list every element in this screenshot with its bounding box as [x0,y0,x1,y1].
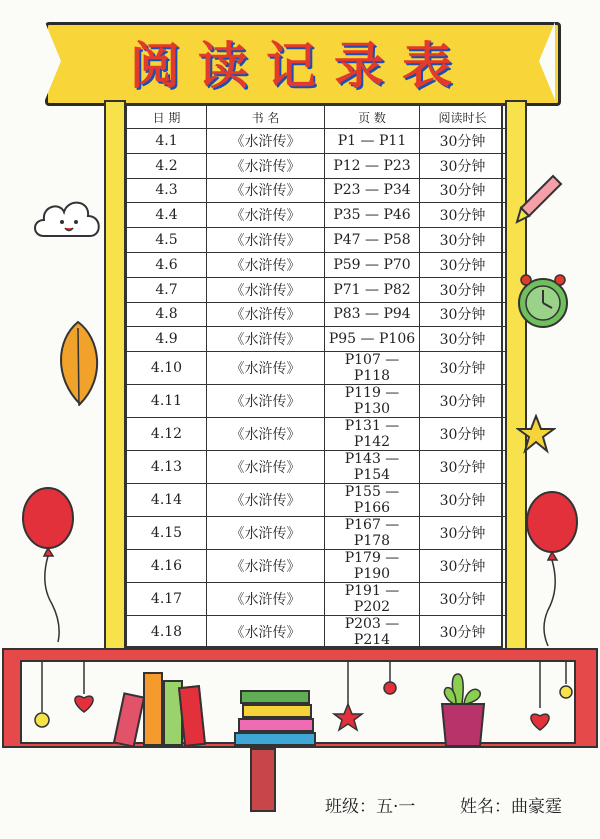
table-row [127,302,506,327]
star-icon [516,414,556,454]
table-row [127,550,506,583]
header-duration: 阅读时长 [420,106,506,129]
cell-book: 《水浒传》 [207,550,325,583]
table-row [127,418,506,451]
cell-pages: P167 — P178 [325,517,420,550]
table-row [127,252,506,277]
book-icon [234,732,316,746]
table-row [127,178,506,203]
cell-date: 4.8 [127,302,207,327]
book-icon [242,704,312,718]
table-header-row [127,106,506,129]
cell-duration: 30分钟 [420,327,506,352]
cell-book: 《水浒传》 [207,583,325,616]
cell-book: 《水浒传》 [207,302,325,327]
balloon-icon [522,488,582,648]
cell-date: 4.10 [127,352,207,385]
cell-date: 4.12 [127,418,207,451]
cell-pages: P12 — P23 [325,153,420,178]
leaf-icon [48,318,108,410]
cell-pages: P131 — P142 [325,418,420,451]
cell-book: 《水浒传》 [207,418,325,451]
cell-book: 《水浒传》 [207,385,325,418]
cell-duration: 30分钟 [420,583,506,616]
cell-book: 《水浒传》 [207,517,325,550]
clock-icon [514,272,572,330]
cell-book: 《水浒传》 [207,277,325,302]
cell-duration: 30分钟 [420,153,506,178]
table-row [127,385,506,418]
book-icon [238,718,314,732]
cell-date: 4.6 [127,252,207,277]
table-row [127,203,506,228]
table-row [127,228,506,253]
table-row [127,153,506,178]
cell-date: 4.17 [127,583,207,616]
cell-pages: P143 — P154 [325,451,420,484]
cell-book: 《水浒传》 [207,228,325,253]
cell-duration: 30分钟 [420,178,506,203]
cell-duration: 30分钟 [420,302,506,327]
header-pages: 页 数 [325,106,420,129]
cell-date: 4.13 [127,451,207,484]
cell-pages: P155 — P166 [325,484,420,517]
cell-book: 《水浒传》 [207,153,325,178]
cell-pages: P95 — P106 [325,327,420,352]
cell-pages: P71 — P82 [325,277,420,302]
cell-pages: P35 — P46 [325,203,420,228]
cell-date: 4.16 [127,550,207,583]
cell-duration: 30分钟 [420,228,506,253]
plant-icon [436,664,490,748]
cell-duration: 30分钟 [420,550,506,583]
cell-date: 4.15 [127,517,207,550]
cell-pages: P203 — P214 [325,616,420,649]
class-label: 班级：五·一 [325,797,416,817]
cell-pages: P191 — P202 [325,583,420,616]
cell-date: 4.4 [127,203,207,228]
cell-duration: 30分钟 [420,517,506,550]
cell-date: 4.14 [127,484,207,517]
cell-book: 《水浒传》 [207,129,325,154]
cell-pages: P119 — P130 [325,385,420,418]
cell-book: 《水浒传》 [207,203,325,228]
table-row [127,277,506,302]
cell-duration: 30分钟 [420,616,506,649]
cell-duration: 30分钟 [420,484,506,517]
cell-book: 《水浒传》 [207,352,325,385]
header-book: 书 名 [207,106,325,129]
cell-duration: 30分钟 [420,203,506,228]
book-icon [143,672,163,746]
table-row [127,451,506,484]
reading-record-table [124,103,503,648]
cell-pages: P83 — P94 [325,302,420,327]
cell-date: 4.18 [127,616,207,649]
cell-date: 4.1 [127,129,207,154]
balloon-icon [20,484,80,644]
cloud-icon [30,190,106,248]
table-row [127,583,506,616]
cell-pages: P179 — P190 [325,550,420,583]
table-row [127,352,506,385]
cell-pages: P47 — P58 [325,228,420,253]
table-row [127,484,506,517]
name-label: 姓名：曲豪霆 [460,797,562,817]
cell-pages: P59 — P70 [325,252,420,277]
shelf-post [250,748,276,812]
table-row [127,129,506,154]
cell-pages: P107 — P118 [325,352,420,385]
cell-duration: 30分钟 [420,277,506,302]
page-title: 阅读记录表 [130,36,470,95]
cell-date: 4.5 [127,228,207,253]
cell-pages: P1 — P11 [325,129,420,154]
table-row [127,616,506,649]
cell-book: 《水浒传》 [207,252,325,277]
cell-duration: 30分钟 [420,352,506,385]
cell-duration: 30分钟 [420,129,506,154]
cell-date: 4.2 [127,153,207,178]
table-row [127,517,506,550]
cell-duration: 30分钟 [420,418,506,451]
cell-date: 4.9 [127,327,207,352]
pencil-icon [515,172,563,224]
cell-date: 4.11 [127,385,207,418]
cell-duration: 30分钟 [420,385,506,418]
cell-book: 《水浒传》 [207,484,325,517]
cell-book: 《水浒传》 [207,327,325,352]
cell-book: 《水浒传》 [207,451,325,484]
cell-book: 《水浒传》 [207,616,325,649]
cell-duration: 30分钟 [420,451,506,484]
header-date: 日 期 [127,106,207,129]
cell-date: 4.3 [127,178,207,203]
cell-pages: P23 — P34 [325,178,420,203]
table-row [127,327,506,352]
book-icon [240,690,310,704]
cell-date: 4.7 [127,277,207,302]
cell-book: 《水浒传》 [207,178,325,203]
cell-duration: 30分钟 [420,252,506,277]
